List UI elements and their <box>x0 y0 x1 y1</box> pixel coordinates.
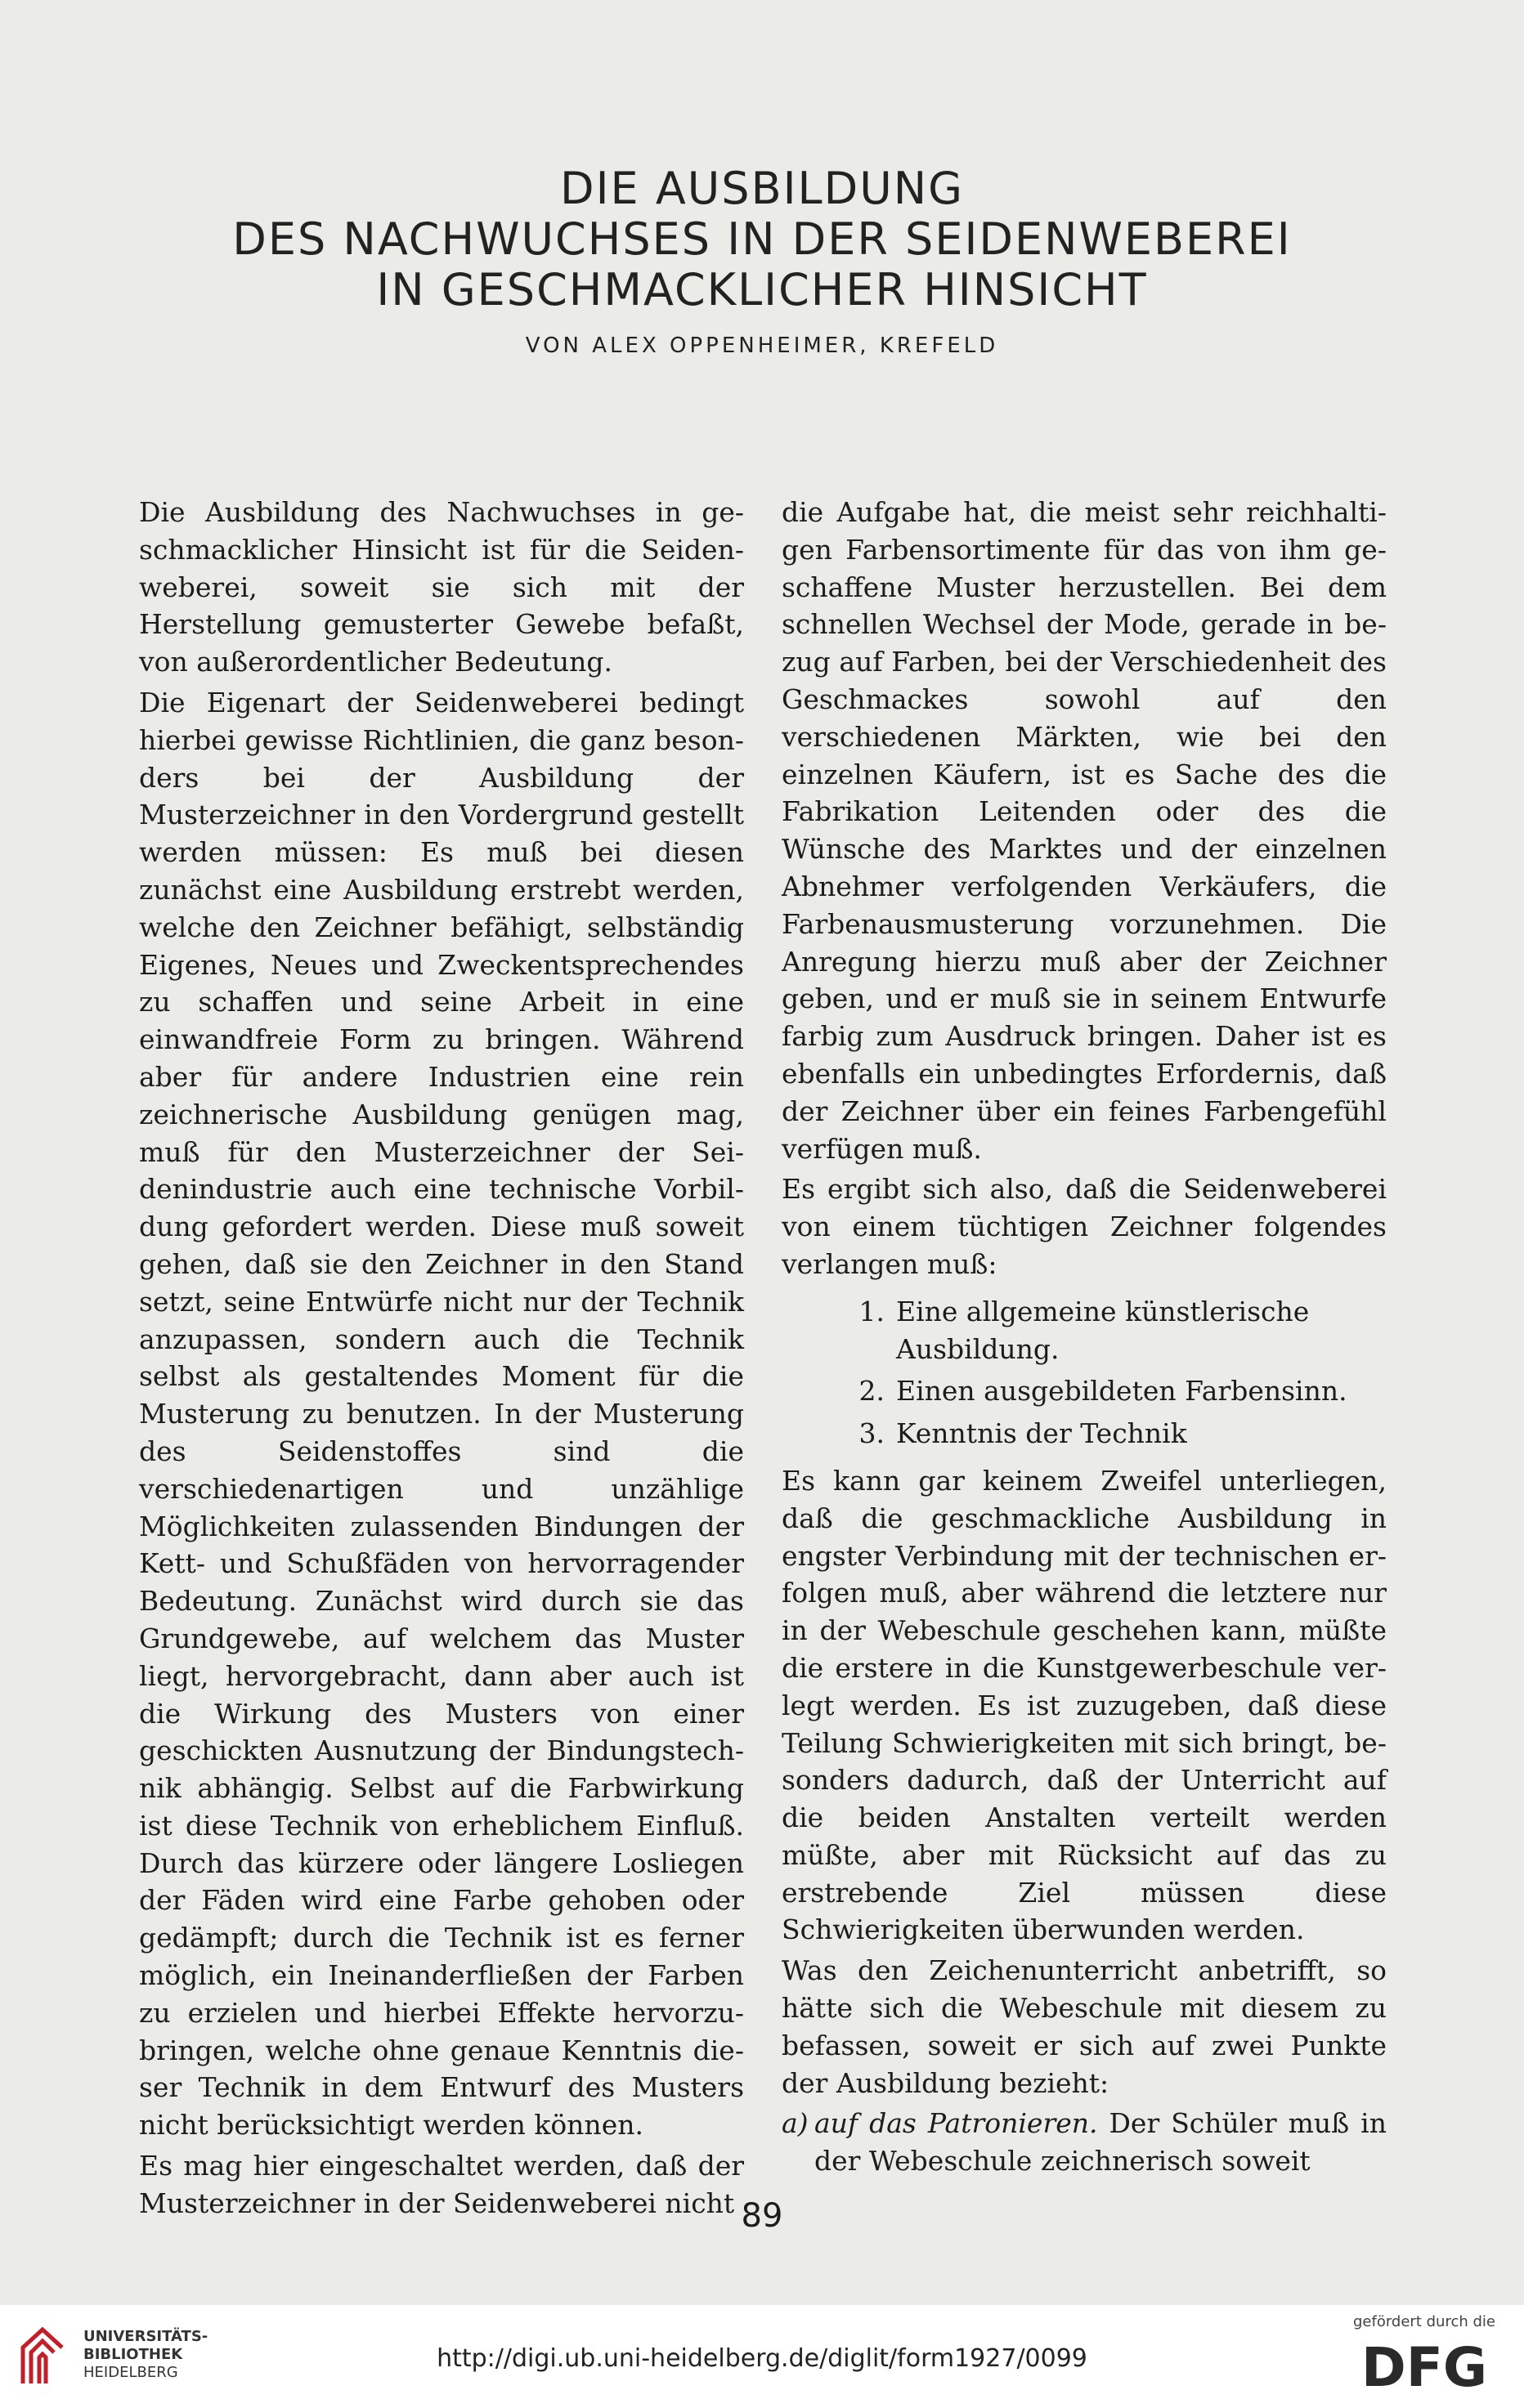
funding-label: gefördert durch die <box>1353 2313 1495 2330</box>
funding-notice <box>1342 2313 1506 2394</box>
left-column <box>139 494 744 2226</box>
source-url-link[interactable]: http://digi.ub.uni-heidelberg.de/diglit/form1927/0099 <box>437 2344 1087 2373</box>
right-paragraph-4: Was den Zeichenunterricht anbetrifft, so hätte sich die Webeschule mit diesem zu befassen, soweit er sich auf zwei Punkte der Ausbildung bezieht: <box>782 1954 1387 2099</box>
left-paragraph-2: Die Eigenart der Seidenweberei bedingt hierbei gewisse Richtlinien, die ganz besonders bei der Ausbildung der Musterzeichner in den Vordergrund gestellt werden müssen: Es muß bei diesen zunächst eine Ausbildung erstrebt werden, welche den Zeichner befähigt, selbständig Eigenes, Neues und Zweckentsprechendes zu schaffen und seine Arbeit in eine einwandfreie Form zu bringen. Während aber für andere Industrien eine rein zeichnerische Ausbildung genügen mag, muß für den Musterzeichner der Seidenindustrie auch eine technische Vorbildung gefordert werden. Diese muß soweit gehen, daß sie den Zeichner in den Stand setzt, seine Entwürfe nicht nur der Technik anzupassen, sondern auch die Technik selbst als gestaltendes Moment für die Musterung zu benutzen. In der Musterung des Seidenstoffes sind die verschiedenartigen und unzählige Möglichkeiten zulassenden Bindungen der Kett- und Schußfäden von hervorragender Bedeutung. Zunächst wird durch sie das Grundgewebe, auf welchem das Muster liegt, hervorgebracht, dann aber auch ist die Wirkung des Musters von einer geschickten Ausnutzung der Bindungstechnik abhängig. Selbst auf die Farbwirkung ist diese Technik von erheblichem Einfluß. Durch das kürzere oder längere Losliegen der Fäden wird eine Farbe gehoben oder gedämpft; durch die Technik ist es ferner möglich, ein Ineinanderfließen der Farben zu erzielen und hierbei Effekte hervorzubringen, welche ohne genaue Kenntnis dieser Technik in dem Entwurf des Musters nicht berücksichtigt werden können. <box>139 686 744 2142</box>
sub-point-emphasis: auf das Patronieren. <box>814 2107 1098 2140</box>
right-paragraph-2: Es ergibt sich also, daß die Seidenweberei von einem tüchtigen Zeichner folgendes verlangen muß: <box>782 1173 1387 1280</box>
left-paragraph-1: Die Ausbildung des Nachwuchses in geschmacklicher Hinsicht ist für die Seidenweberei, soweit sie sich mit der Herstellung gemusterter Gewebe befaßt, von außerordentlicher Bedeutung. <box>139 496 744 678</box>
dfg-logo-icon <box>1347 2335 1502 2394</box>
sub-point-a <box>782 2105 1387 2180</box>
article-title-line-2: DES NACHWUCHSES IN DER SEIDENWEBEREI <box>232 213 1292 265</box>
footer <box>0 2305 1524 2408</box>
list-item-text: Einen ausgebildeten Farbensinn. <box>896 1375 1347 1408</box>
svg-text:DFG: DFG <box>1360 2336 1488 2394</box>
list-item-text: Kenntnis der Technik <box>896 1417 1187 1450</box>
article-title-line-3: IN GESCHMACKLICHER HINSICHT <box>376 264 1148 316</box>
list-item <box>782 1293 1387 1368</box>
list-item-number: 1. <box>858 1295 885 1327</box>
article-title-line-1: DIE AUSBILDUNG <box>560 163 964 214</box>
article-header <box>0 163 1524 358</box>
right-paragraph-1: die Aufgabe hat, die meist sehr reichhaltigen Farbensortimente für das von ihm geschaffene Muster herzustellen. Bei dem schnellen Wechsel der Mode, gerade in bezug auf Farben, bei der Verschiedenheit des Geschmackes sowohl auf den verschiedenen Märkten, wie bei den einzelnen Käufern, ist es Sache des die Fabrikation Leitenden oder des die Wünsche des Marktes und der einzelnen Abnehmer verfolgenden Verkäufers, die Farbenausmusterung vorzunehmen. Die Anregung hierzu muß aber der Zeichner geben, und er muß sie in seinem Entwurfe farbig zum Ausdruck bringen. Daher ist es ebenfalls ein unbedingtes Erfordernis, daß der Zeichner über ein feines Farbengefühl verfügen muß. <box>782 496 1387 1165</box>
page-number: 89 <box>741 2197 783 2235</box>
sub-point-body: Der Schüler muß in der Webeschule zeichnerisch soweit <box>814 2107 1387 2177</box>
library-name-line-2: BIBLIOTHEK <box>83 2346 183 2363</box>
left-paragraph-3: Es mag hier eingeschaltet werden, daß der Musterzeichner in der Seidenweberei nicht <box>139 2150 744 2219</box>
sub-point-label: a) <box>782 2107 809 2140</box>
list-item-number: 2. <box>858 1375 885 1408</box>
library-name-line-1: UNIVERSITÄTS- <box>83 2328 208 2345</box>
right-paragraph-3: Es kann gar keinem Zweifel unterliegen, daß die geschmackliche Ausbildung in engster Verbindung mit der technischen erfolgen muß, aber während die letztere nur in der Webeschule geschehen kann, müßte die erstere in die Kunstgewerbeschule verlegt werden. Es ist zuzugeben, daß diese Teilung Schwierigkeiten mit sich bringt, besonders dadurch, daß der Unterricht auf die beiden Anstalten verteilt werden müßte, aber mit Rücksicht auf das zu erstrebende Ziel müssen diese Schwierigkeiten überwunden werden. <box>782 1464 1387 1946</box>
right-column <box>782 494 1387 2180</box>
library-name-line-3: HEIDELBERG <box>83 2364 178 2381</box>
article-byline: VON ALEX OPPENHEIMER, KREFELD <box>525 333 999 358</box>
requirements-list <box>782 1293 1387 1452</box>
list-item-text: Eine allgemeine künstlerische Ausbildung. <box>896 1295 1310 1365</box>
list-item <box>782 1372 1387 1410</box>
sub-point-text <box>814 2105 1387 2180</box>
list-item <box>782 1415 1387 1452</box>
list-item-number: 3. <box>858 1417 885 1450</box>
